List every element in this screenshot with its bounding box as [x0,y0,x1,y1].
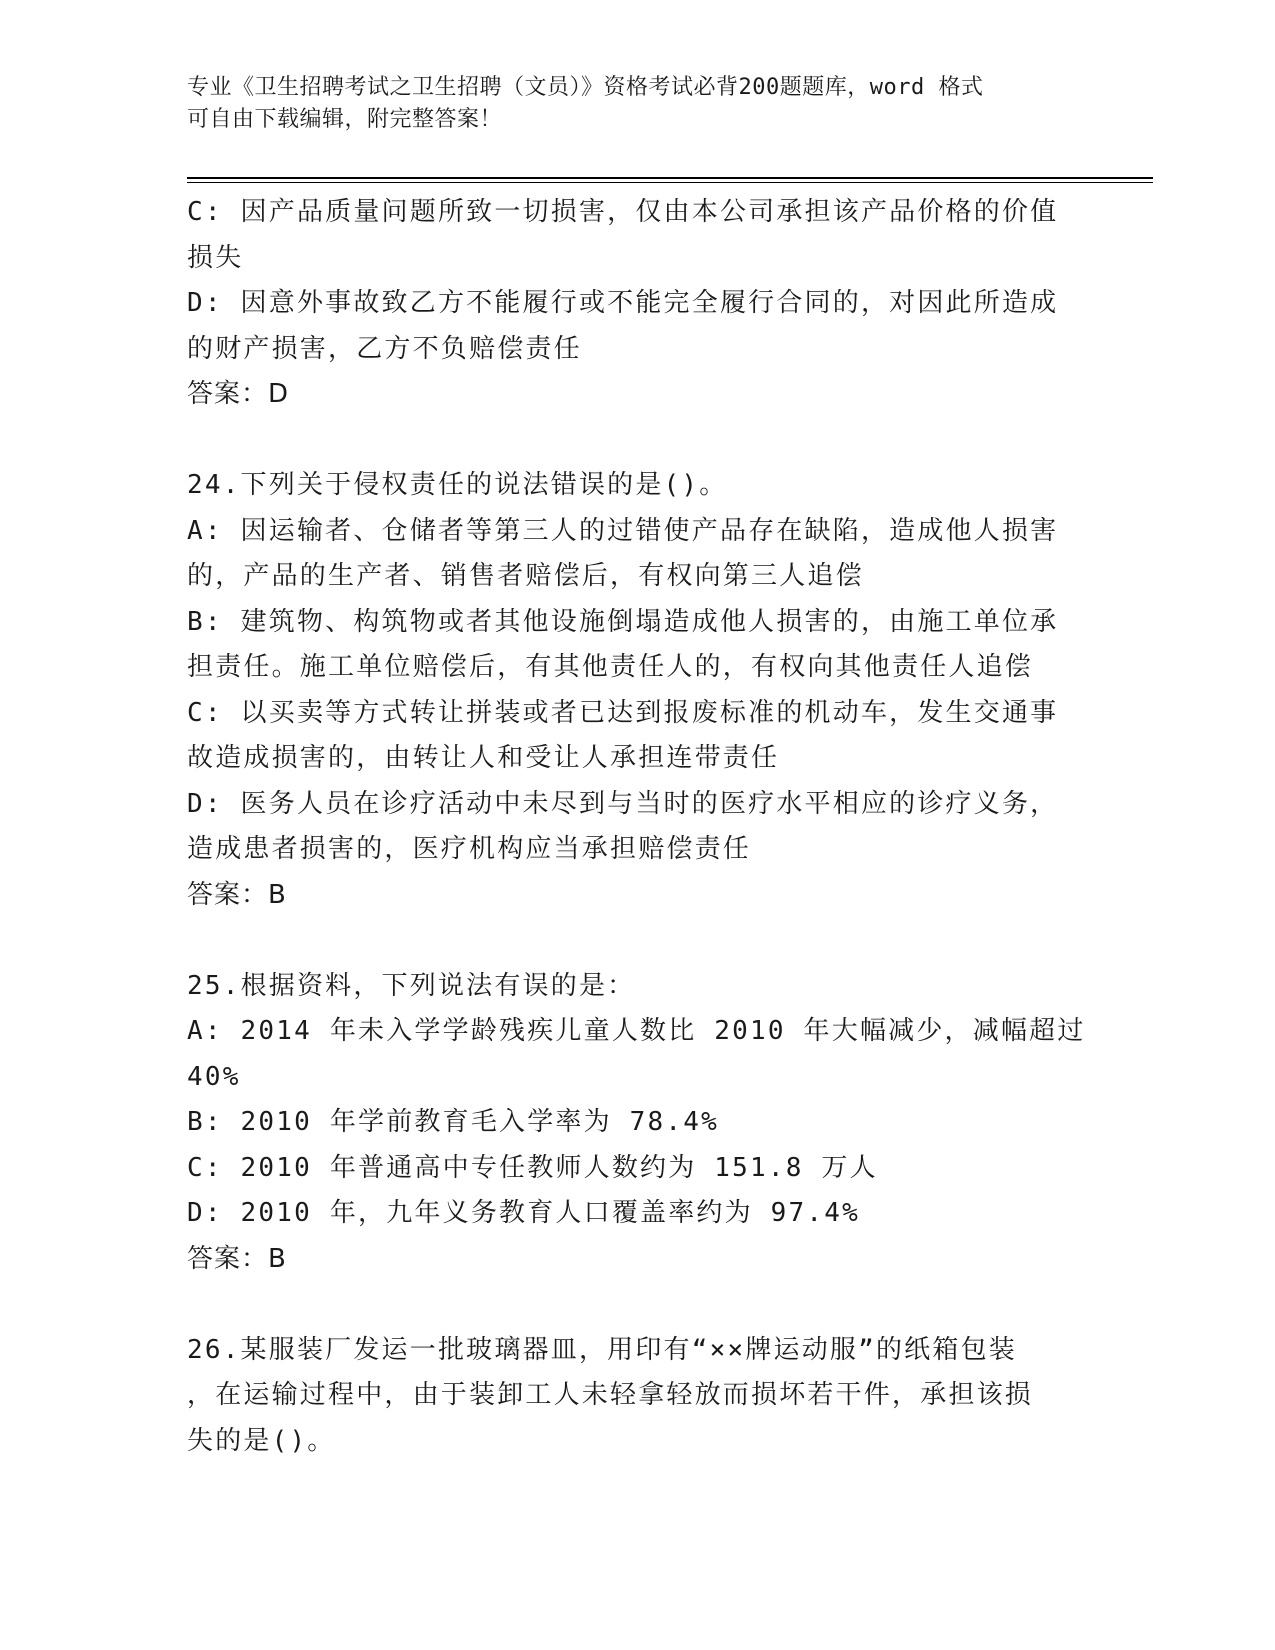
option-b-line-1: B: 建筑物、构筑物或者其他设施倒塌造成他人损害的，由施工单位承 [187,606,1059,637]
option-d-line-2: 造成患者损害的，医疗机构应当承担赔偿责任 [187,834,752,864]
header-divider-thick [187,177,1153,179]
option-a-line-1: A: 因运输者、仓储者等第三人的过错使产品存在缺陷，造成他人损害 [187,515,1059,546]
option-c-line-1: C: 以买卖等方式转让拼装或者已达到报废标准的机动车，发生交通事 [187,697,1059,728]
option-a-line-2: 40% [187,1061,241,1092]
option-a-line-2: 的，产品的生产者、销售者赔偿后，有权向第三人追偿 [187,561,864,591]
option-a-line-1: A: 2014 年未入学学龄残疾儿童人数比 2010 年大幅减少，减幅超过 [187,1016,1086,1046]
question-stem-line-1: 26.某服装厂发运一批玻璃器皿，用印有“××牌运动服”的纸箱包装 [187,1334,1017,1365]
option-d-line-1: D: 医务人员在诊疗活动中未尽到与当时的医疗水平相应的诊疗义务， [187,788,1059,819]
question-26 [187,1328,1087,1465]
question-stem: 25.根据资料，下列说法有误的是： [187,970,636,1001]
option-c-line-1: C: 因产品质量问题所致一切损害，仅由本公司承担该产品价格的价值 [187,197,1059,227]
header-line-1: 专业《卫生招聘考试之卫生招聘（文员）》资格考试必背200题题库，word 格式 [187,75,984,100]
header-line-2: 可自由下载编辑，附完整答案！ [187,107,503,132]
option-d-line-2: 的财产损害，乙方不负赔偿责任 [187,333,582,364]
header-divider-thin [187,182,1153,183]
document-header [187,72,1067,136]
answer-label: 答案：D [187,379,290,409]
question-spacer [187,918,1087,964]
option-c: C: 2010 年普通高中专任教师人数约为 151.8 万人 [187,1152,878,1183]
question-stem-line-3: 失的是()。 [187,1425,336,1456]
option-b: B: 2010 年学前教育毛入学率为 78.4% [187,1107,719,1137]
question-spacer [187,418,1087,464]
question-24 [187,463,1087,918]
option-d: D: 2010 年，九年义务教育人口覆盖率约为 97.4% [187,1198,860,1228]
option-b-line-2: 担责任。施工单位赔偿后，有其他责任人的，有权向其他责任人追偿 [187,652,1034,682]
question-23-continuation [187,190,1087,418]
option-c-line-2: 故造成损害的，由转让人和受让人承担连带责任 [187,743,780,773]
question-stem: 24.下列关于侵权责任的说法错误的是()。 [187,470,728,500]
option-c-line-2: 损失 [187,242,244,273]
answer-label: 答案：B [187,879,287,910]
question-stem-line-2: ，在运输过程中，由于装卸工人未轻拿轻放而损坏若干件，承担该损 [187,1380,1034,1410]
document-body [187,190,1087,1464]
option-d-line-1: D: 因意外事故致乙方不能履行或不能完全履行合同的，对因此所造成 [187,288,1059,318]
question-25 [187,964,1087,1283]
question-spacer [187,1282,1087,1328]
answer-label: 答案：B [187,1243,287,1274]
